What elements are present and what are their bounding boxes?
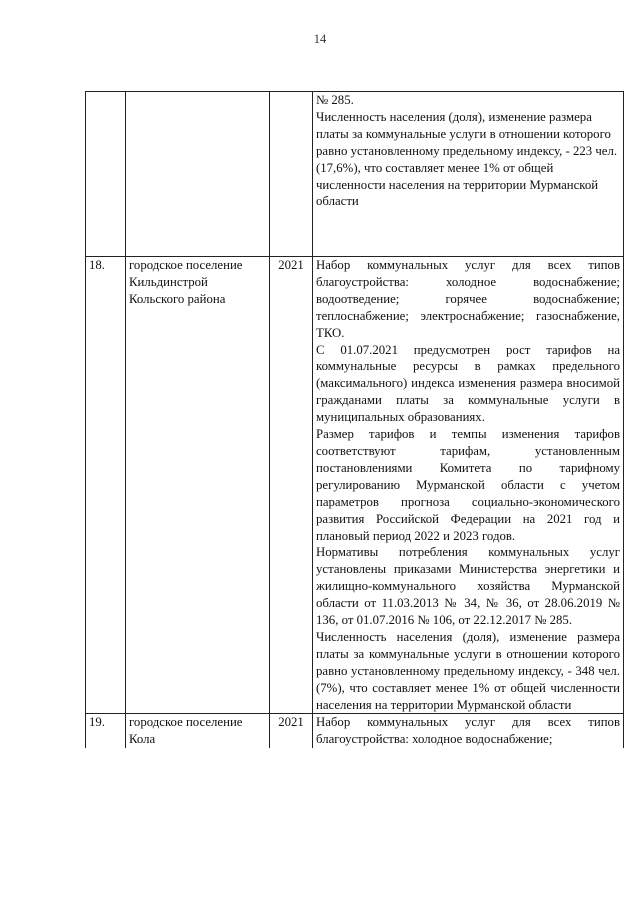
page-number: 14 <box>313 32 327 46</box>
table-row <box>86 714 624 748</box>
municipality-cell: городское поселение Кола <box>126 714 270 748</box>
description-paragraph: Численность населения (доля), изменение размера платы за коммунальные услуги в отношении которого равно установленному предельному индексу, - 348 чел. (7%), что составляет менее 1% от общей численности населения на территории Мурманской области <box>316 629 620 712</box>
year-cell <box>270 92 313 257</box>
description-cell <box>313 92 624 257</box>
table-row <box>86 92 624 257</box>
tariff-table <box>85 91 624 748</box>
description-paragraph: Нормативы потребления коммунальных услуг установлены приказами Министерства энергетики и жилищно-коммунального хозяйства Мурманской области от 11.03.2013 № 34, № 36, от 28.06.2019 № 136, от 01.07.2016 № 106, от 22.12.2017 № 285. <box>316 545 620 628</box>
description-paragraph: Размер тарифов и темпы изменения тарифов соответствуют тарифам, установленным постановлениями Комитета по тарифному регулированию Мурманской области с учетом параметров прогноза социально-экономического развития Российской Федерации на 2021 год и плановый период 2022 и 2023 годов. <box>316 427 620 543</box>
row-number-cell: 19. <box>86 714 126 748</box>
description-paragraph: № 285. <box>316 93 354 107</box>
description-paragraph: Набор коммунальных услуг для всех типов благоустройства: холодное водоснабжение; водоотведение; горячее водоснабжение; теплоснабжение; электроснабжение; газоснабжение, ТКО. <box>316 258 620 340</box>
municipality-cell <box>126 92 270 257</box>
municipality-cell: городское поселение Кильдинстрой Кольского района <box>126 257 270 714</box>
year-cell: 2021 <box>270 714 313 748</box>
description-cell <box>313 714 624 748</box>
description-paragraph: Набор коммунальных услуг для всех типов благоустройства: холодное водоснабжение; <box>316 715 620 747</box>
description-paragraph: Численность населения (доля), изменение размера платы за коммунальные услуги в отношении которого равно установленному предельному индексу, - 223 чел. (17,6%), что составляет менее 1% от общей численности населения на территории Мурманской области <box>316 109 618 209</box>
table-row <box>86 257 624 714</box>
description-cell <box>313 257 624 714</box>
row-number-cell <box>86 92 126 257</box>
description-paragraph: С 01.07.2021 предусмотрен рост тарифов на коммунальные ресурсы в рамках предельного (максимального) индекса изменения размера вносимой гражданами платы за коммунальные услуги в муниципальных образованиях. <box>316 342 620 425</box>
year-cell: 2021 <box>270 257 313 714</box>
row-number-cell: 18. <box>86 257 126 714</box>
